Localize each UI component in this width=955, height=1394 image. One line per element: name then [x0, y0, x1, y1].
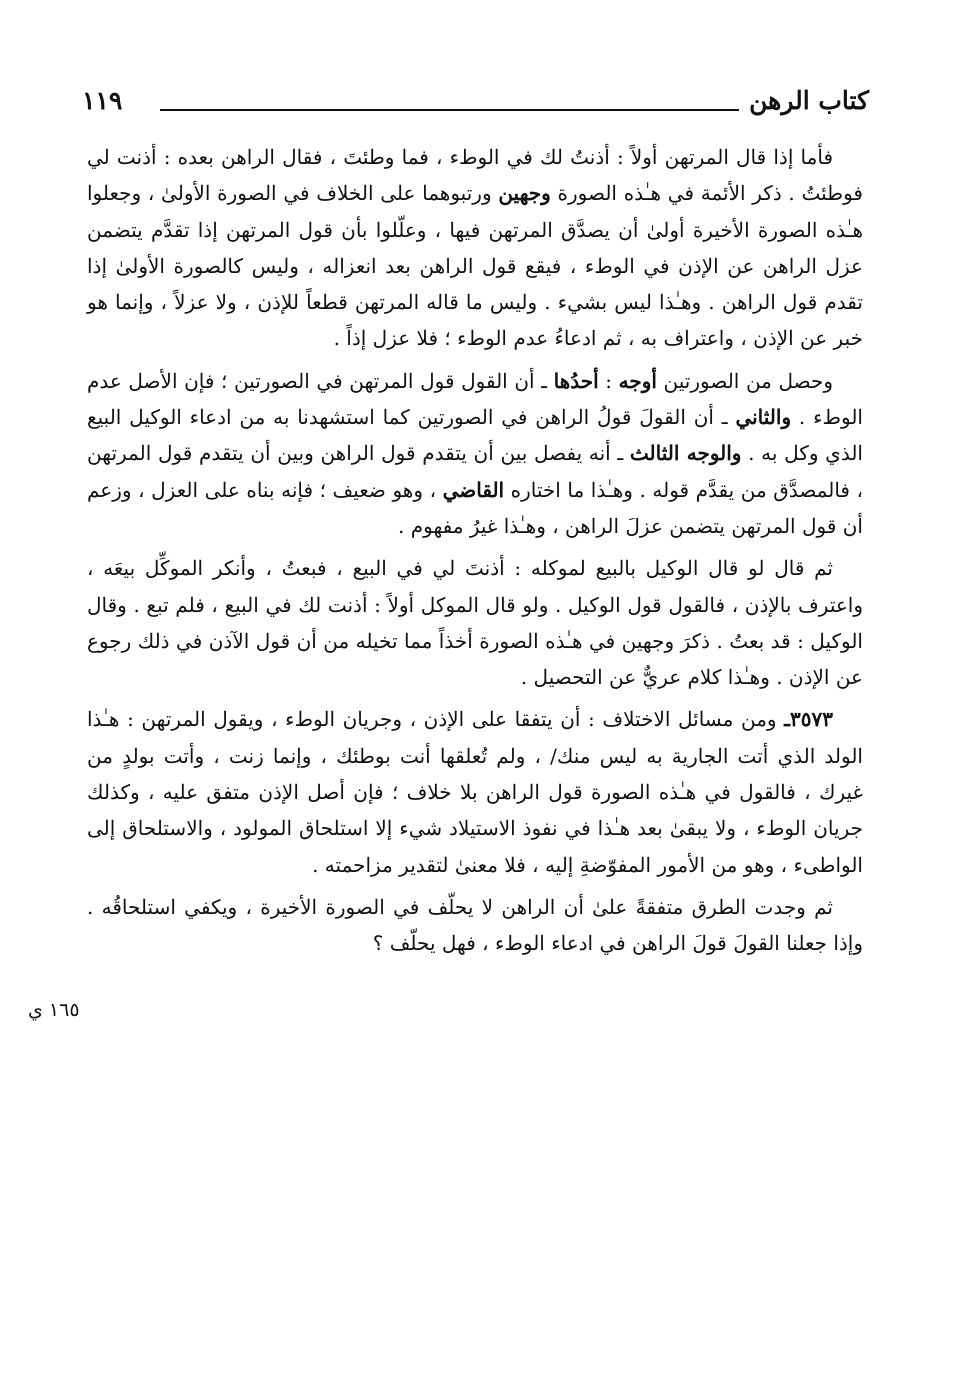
paragraph — [87, 701, 863, 882]
paragraph — [87, 889, 863, 962]
bold-term: أحدُها — [553, 368, 599, 393]
text-run: ، وهو ضعيف ؛ فإنه بناه على العزل ، وزعم أن قول المرتهن يتضمن عزلَ الراهن ، وهـٰذا غيرُ مفهوم . — [87, 477, 863, 538]
chapter-title: كتاب الرهن — [749, 86, 869, 115]
text-run: ـ أن القول قول المرتهن في الصورتين ؛ فإن الأصل عدم الوطء . — [87, 368, 863, 430]
paragraph — [87, 139, 863, 357]
text-run: ثم وجدت الطرق متفقةً علىٰ أن الراهن لا يحلّف في الصورة الأخيرة ، ويكفي استلحاقُه . وإذا جعلنا القولَ قولَ الراهن في ادعاء الوطء ، فهل يحلّف ؟ — [87, 894, 863, 956]
page-number: ١١٩ — [82, 86, 123, 115]
bold-term: أوجه — [618, 368, 657, 393]
paragraph — [87, 550, 863, 695]
text-run: ـ أنه يفصل بين أن يتقدم قول الراهن وبين أن يتقدم قول المرتهن ، فالمصدَّق من يقدَّم قوله . وهـٰذا ما اختاره — [87, 441, 863, 502]
bold-term: ٣٥٧٣ـ — [784, 707, 833, 732]
bold-term: والوجه الثالث — [629, 441, 742, 466]
text-run: : — [598, 368, 619, 393]
manuscript-folio-note: ١٦٥ ي — [28, 999, 80, 1021]
text-run: ورتبوهما على الخلاف في الصورة الأولىٰ ، وجعلوا هـٰذه الصورة الأخيرة أولىٰ أن يصدَّق المرتهن فيها ، وعلّلوا بأن قول المرتهن إذا تقدَّم يتضمن عزل الراهن عن الإذن في الوطء ، فيقع قول الراهن بعد انعزاله ، وليس كالصورة الأولىٰ إذا تقدم قول الراهن . وهـٰذا ليس بشيء . وليس ما قاله المرتهن قطعاً للإذن ، ولا عزلاً ، وإنما هو خبر عن الإذن ، واعتراف به ، ثم ادعاءُ عدم الوطء ؛ فلا عزل إذاً . — [87, 181, 863, 351]
paragraph — [87, 363, 863, 544]
text-run: وحصل من الصورتين — [656, 368, 834, 393]
header-rule — [160, 109, 739, 111]
main-text — [87, 139, 863, 968]
bold-term: والثاني — [735, 405, 792, 430]
page-header — [82, 84, 869, 124]
text-run: ثم قال لو قال الوكيل بالبيع لموكله : أذنتَ لي في البيع ، فبعتُ ، وأنكر الموكِّل بيعَه ، واعترف بالإذن ، فالقول قول الوكيل . ولو قال الموكل أولاً : أذنت لك في البيع ، فلم تبع . وقال الوكيل : قد بعتُ . ذكرَ وجهين في هـٰذه الصورة أخذاً مما تخيله من أن قول الآذن في ذلك رجوع عن الإذن . وهـٰذا كلام عريٌّ عن التحصيل . — [87, 556, 863, 690]
text-run: فأما إذا قال المرتهن أولاً : أذنتُ لك في الوطء ، فما وطئتَ ، فقال الراهن بعده : أذنت لي فوطئتُ . ذكر الأئمة في هـٰذه الصورة — [87, 145, 863, 206]
text-run: ومن مسائل الاختلاف : أن يتفقا على الإذن ، وجريان الوطء ، ويقول المرتهن : هـٰذا الولد الذي أتت الجارية به ليس منك/ ، ولم تُعلقها أنت بوطئك ، وإنما زنت ، وأتت بولدٍ من غيرك ، فالقول في هـٰذه الصورة قول الراهن بلا خلاف ؛ فإن أصل الإذن متفق عليه ، وكذلك جريان الوطء ، ولا يبقىٰ بعد هـٰذا في نفوذ الاستيلاد شيء إلا استلحاق المولود ، والاستلحاق إلى الواطىء ، وهو من الأمور المفوّضةِ إليه ، فلا معنىٰ لتقدير مزاحمته . — [87, 707, 863, 877]
text-run: ـ أن القولَ قولُ الراهن في الصورتين كما استشهدنا به من ادعاء الوكيل البيع الذي وكل به . — [87, 405, 863, 466]
bold-term: وجهين — [498, 181, 551, 206]
bold-term: القاضي — [442, 477, 505, 502]
